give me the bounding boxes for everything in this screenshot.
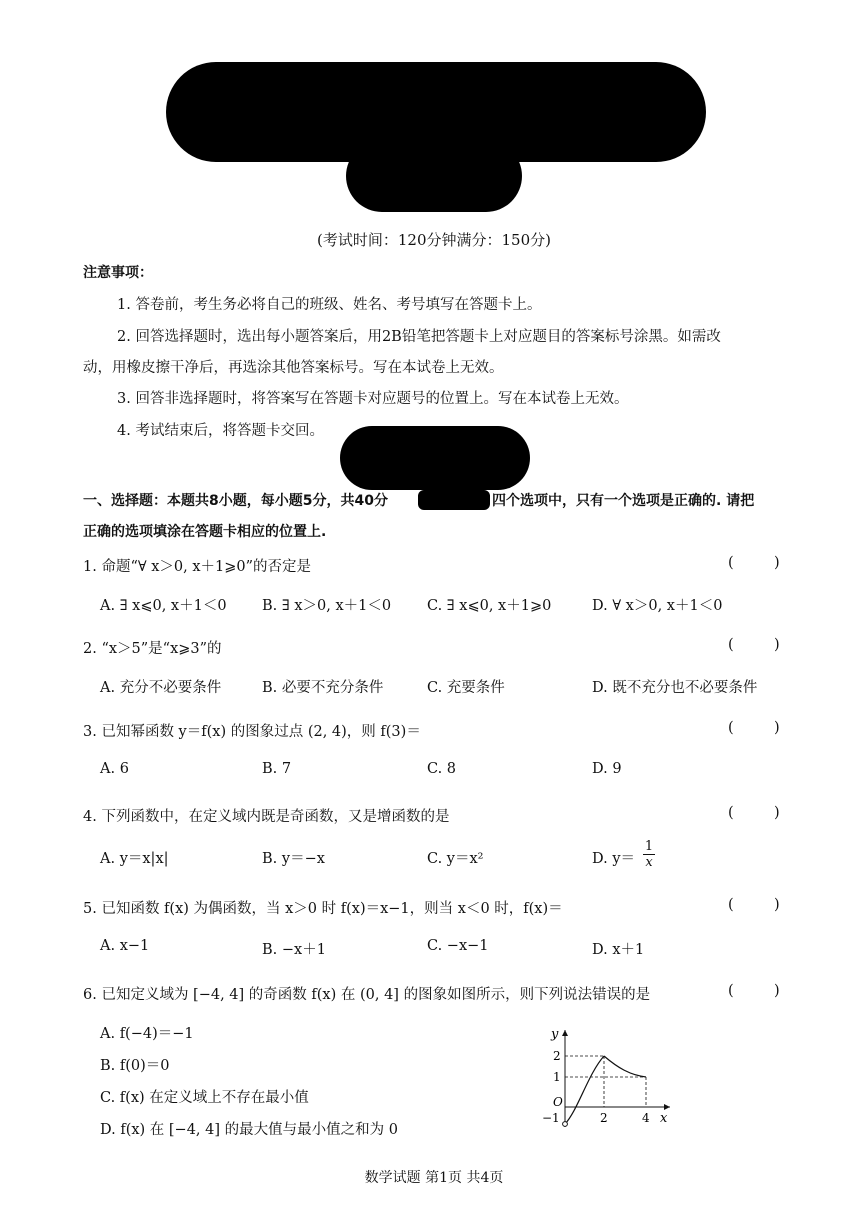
q2-option-a: A. 充分不必要条件 <box>100 680 222 696</box>
section-title-part2: 四个选项中，只有一个选项是正确的. 请把 <box>492 493 755 509</box>
note-2: 2. 回答选择题时，选出每小题答案后，用2B铅笔把答题卡上对应题目的答案标号涂黑。如需改 <box>117 329 721 345</box>
answer-bracket-6: ( ) <box>728 983 780 999</box>
question-4-stem: 4. 下列函数中，在定义域内既是奇函数，又是增函数的是 <box>83 809 450 825</box>
q6-function-graph <box>530 1022 680 1132</box>
answer-bracket-3: ( ) <box>728 720 780 736</box>
q2-option-c: C. 充要条件 <box>427 680 505 696</box>
redacted-section-text <box>418 490 490 510</box>
q5-option-c: C. −x−1 <box>427 938 489 954</box>
q6-option-a: A. f(−4)＝−1 <box>100 1026 194 1042</box>
x-axis-label: x <box>660 1111 668 1126</box>
redacted-marker <box>340 426 530 490</box>
question-1-stem: 1. 命题“∀ x＞0, x＋1⩾0”的否定是 <box>83 559 312 575</box>
q1-option-c: C. ∃ x⩽0, x＋1⩾0 <box>427 598 552 614</box>
y-tick-1: 1 <box>553 1070 561 1084</box>
fraction-denominator: x <box>645 855 653 870</box>
section-title-line2: 正确的选项填涂在答题卡相应的位置上. <box>83 524 327 540</box>
q5-option-b: B. −x＋1 <box>262 942 326 958</box>
q2-option-d: D. 既不充分也不必要条件 <box>592 680 758 696</box>
y-axis-label: y <box>551 1027 559 1042</box>
q3-option-b: B. 7 <box>262 761 292 777</box>
x-axis-arrow-icon <box>664 1104 670 1110</box>
q6-option-d: D. f(x) 在 [−4, 4] 的最大值与最小值之和为 0 <box>100 1122 398 1138</box>
question-5-stem: 5. 已知函数 f(x) 为偶函数，当 x＞0 时 f(x)＝x−1，则当 x＜0 时，f(x)＝ <box>83 901 563 917</box>
x-tick-4: 4 <box>642 1111 650 1125</box>
q1-option-b: B. ∃ x＞0, x＋1＜0 <box>262 598 392 614</box>
note-1: 1. 答卷前，考生务必将自己的班级、姓名、考号填写在答题卡上。 <box>117 297 542 313</box>
q3-option-a: A. 6 <box>100 761 129 777</box>
q2-option-b: B. 必要不充分条件 <box>262 680 384 696</box>
note-4: 4. 考试结束后，将答题卡交回。 <box>117 423 324 439</box>
open-point <box>563 1122 568 1127</box>
y-axis-arrow-icon <box>562 1030 568 1036</box>
question-6-stem: 6. 已知定义域为 [−4, 4] 的奇函数 f(x) 在 (0, 4] 的图象如图所示，则下列说法错误的是 <box>83 987 651 1003</box>
fraction-numerator: 1 <box>644 839 654 854</box>
x-tick-2: 2 <box>600 1111 608 1125</box>
origin-label: O <box>553 1095 563 1109</box>
notes-title: 注意事项： <box>83 265 153 281</box>
q4-option-a: A. y＝x|x| <box>100 851 169 867</box>
page-footer: 数学试题 第1页 共4页 <box>364 1170 504 1186</box>
q5-option-a: A. x−1 <box>100 938 150 954</box>
y-tick-neg1: −1 <box>542 1111 560 1125</box>
answer-bracket-5: ( ) <box>728 897 780 913</box>
note-3: 3. 回答非选择题时，将答案写在答题卡对应题号的位置上。写在本试卷上无效。 <box>117 391 629 407</box>
q4-option-b: B. y＝−x <box>262 851 325 867</box>
q6-option-b: B. f(0)＝0 <box>100 1058 170 1074</box>
answer-bracket-4: ( ) <box>728 805 780 821</box>
q3-option-c: C. 8 <box>427 761 457 777</box>
exam-subtitle: (考试时间：120分钟满分：150分) <box>317 231 551 249</box>
q5-option-d: D. x＋1 <box>592 942 645 958</box>
q1-option-d: D. ∀ x＞0, x＋1＜0 <box>592 598 723 614</box>
q4-option-d-fraction <box>643 839 655 870</box>
curve-rising <box>565 1056 604 1124</box>
y-tick-2: 2 <box>553 1049 561 1063</box>
q3-option-d: D. 9 <box>592 761 622 777</box>
answer-bracket-1: ( ) <box>728 555 780 571</box>
q4-option-d: D. y＝ <box>592 851 636 867</box>
answer-bracket-2: ( ) <box>728 637 780 653</box>
curve-falling <box>604 1056 646 1077</box>
section-title-part1: 一、选择题：本题共8小题，每小题5分，共40分 <box>83 493 388 509</box>
question-2-stem: 2. “x＞5”是“x⩾3”的 <box>83 641 222 657</box>
q4-option-c: C. y＝x² <box>427 851 484 867</box>
note-2-cont: 动，用橡皮擦干净后，再选涂其他答案标号。写在本试卷上无效。 <box>83 360 504 376</box>
q6-option-c: C. f(x) 在定义域上不存在最小值 <box>100 1090 309 1106</box>
q1-option-a: A. ∃ x⩽0, x＋1＜0 <box>100 598 227 614</box>
question-3-stem: 3. 已知幂函数 y＝f(x) 的图象过点 (2, 4)，则 f(3)＝ <box>83 724 421 740</box>
redacted-title-lower <box>346 140 522 212</box>
